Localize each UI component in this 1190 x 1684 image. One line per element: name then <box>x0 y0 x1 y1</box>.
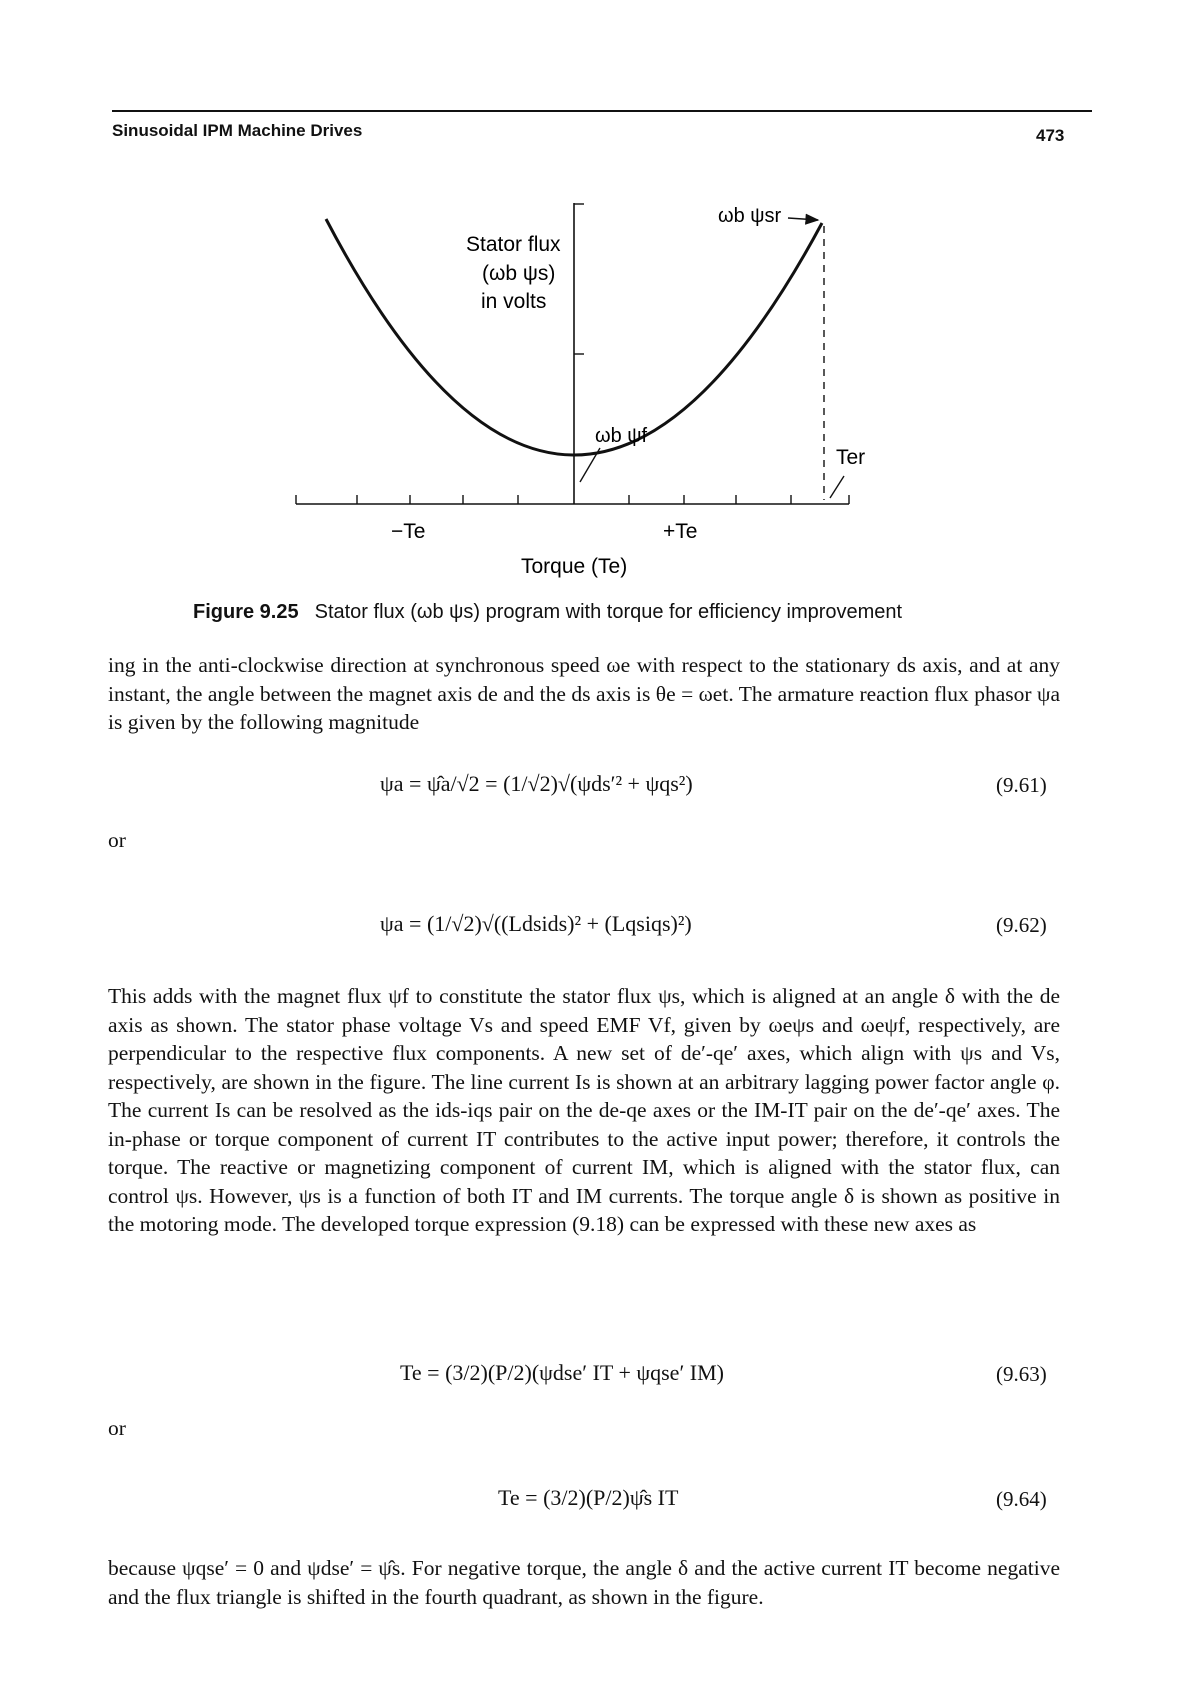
vertical-axis-label-line-2: (ωb ψs) <box>482 262 556 285</box>
ter-pointer <box>830 476 844 498</box>
paragraph-1: ing in the anti-clockwise direction at synchronous speed ωe with respect to the stationary ds axis, and at any instant, the angle between the magnet axis de and the ds axis is θe = ωet. The armature reaction flux phasor ψa is given by the following magnitude <box>108 653 1060 734</box>
vertical-axis-label-line-3: in volts <box>481 290 547 313</box>
vertical-axis-label-line-1: Stator flux <box>466 233 561 256</box>
curve-min-label: ωb ψf <box>595 425 648 447</box>
caption-number: Figure 9.25 <box>193 601 299 623</box>
equation-9-64-number: (9.64) <box>996 1487 1047 1511</box>
equation-9-64: Te = (3/2)(P/2)ψ̂s IT <box>498 1485 679 1510</box>
omega-psi-sr-arrow <box>788 218 818 220</box>
caption-text: Stator flux (ωb ψs) program with torque for efficiency improvement <box>314 601 903 623</box>
equation-9-61-number: (9.61) <box>996 773 1047 797</box>
page-number: 473 <box>1036 126 1065 145</box>
or-1: or <box>108 828 126 852</box>
equation-9-62: ψa = (1/√2)√((Ldsids)² + (Lqsiqs)²) <box>380 911 692 936</box>
equation-9-61: ψa = ψ̂a/√2 = (1/√2)√(ψds′² + ψqs²) <box>380 771 693 796</box>
figure-caption <box>193 601 902 624</box>
ter-label: Ter <box>836 446 866 469</box>
paragraph-2: This adds with the magnet flux ψf to constitute the stator flux ψs, which is aligned at an angle δ with the de axis as shown. The stator phase voltage Vs and speed EMF Vf, given by ωeψs and ωeψf, respectively, are perpendicular to the respective flux components. A new set of de′-qe′ axes, which align with ψs and Vs, respectively, are shown in the figure. The line current Is is shown at an arbitrary lagging power factor angle φ. The current Is can be resolved as the ids-iqs pair on the de-qe axes or the IM-IT pair on the de′-qe′ axes. The in-phase or torque component of current IT contributes to the active input power; therefore, it controls the torque. The reactive or magnetizing component of current IM, which is aligned with the stator flux, can control ψs. However, ψs is a function of both IT and IM currents. The torque angle δ is shown as positive in the motoring mode. The developed torque expression (9.18) can be expressed with these new axes as <box>108 984 1060 1236</box>
pos-te-label: +Te <box>663 520 698 543</box>
paragraph-3: because ψqse′ = 0 and ψdse′ = ψ̂s. For negative torque, the angle δ and the active current IT become negative and the flux triangle is shifted in the fourth quadrant, as shown in the figure. <box>108 1556 1060 1609</box>
equation-9-63-number: (9.63) <box>996 1362 1047 1386</box>
equation-9-62-number: (9.62) <box>996 913 1047 937</box>
top-right-label: ωb ψsr <box>718 205 782 227</box>
equation-9-63: Te = (3/2)(P/2)(ψdse′ IT + ψqse′ IM) <box>400 1360 724 1385</box>
x-axis-ticks <box>296 495 849 504</box>
x-axis-title: Torque (Te) <box>521 555 628 578</box>
neg-te-label: −Te <box>391 520 426 543</box>
figure-stator-flux-program <box>0 0 1190 640</box>
or-2: or <box>108 1416 126 1440</box>
running-head: Sinusoidal IPM Machine Drives <box>112 121 363 140</box>
